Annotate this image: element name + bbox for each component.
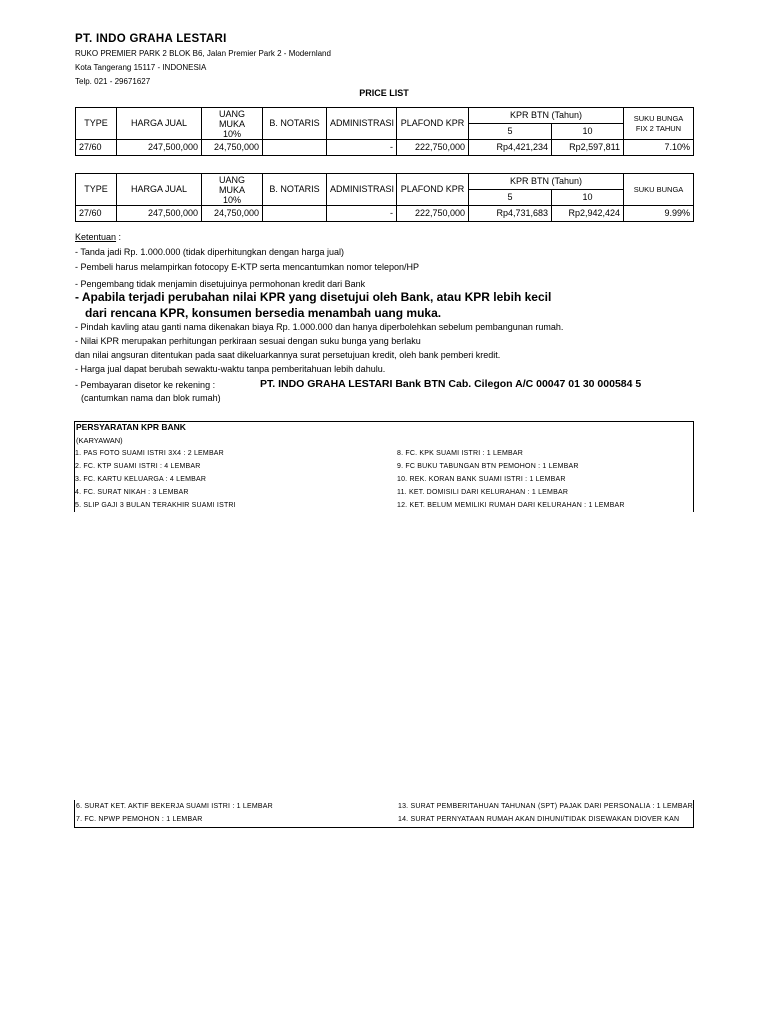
- header-plafond-kpr: PLAFOND KPR: [397, 174, 469, 206]
- header-administrasi: ADMINISTRASI: [327, 108, 397, 140]
- header-notaris: B. NOTARIS: [263, 174, 327, 206]
- header-plafond-kpr: PLAFOND KPR: [397, 108, 469, 140]
- requirement-item: 9. FC BUKU TABUNGAN BTN PEMOHON : 1 LEMBAR: [397, 463, 579, 470]
- requirement-item: 2. FC. KTP SUAMI ISTRI : 4 LEMBAR: [75, 463, 201, 470]
- company-name: PT. INDO GRAHA LESTARI: [75, 33, 227, 45]
- requirement-item: 7. FC. NPWP PEMOHON : 1 LEMBAR: [76, 816, 203, 823]
- ketentuan-line: - Nilai KPR merupakan perhitungan perkiraan sesuai dengan suku bunga yang berlaku: [75, 336, 421, 346]
- cell-suku-bunga: 9.99%: [624, 206, 694, 222]
- header-suku-bunga: [624, 108, 694, 140]
- header-harga-jual: HARGA JUAL: [117, 108, 202, 140]
- ketentuan-line: dan nilai angsuran ditentukan pada saat dikeluarkannya surat persetujuan kredit, oleh bank pemberi kredit.: [75, 350, 501, 360]
- cell-administrasi: -: [327, 140, 397, 156]
- requirement-item: 3. FC. KARTU KELUARGA : 4 LEMBAR: [75, 476, 207, 483]
- requirement-item: 11. KET. DOMISILI DARI KELURAHAN : 1 LEMBAR: [397, 489, 569, 496]
- cell-harga-jual: 247,500,000: [117, 206, 202, 222]
- header-year-5: 5: [469, 190, 552, 206]
- header-kpr-btn: KPR BTN (Tahun): [469, 108, 624, 124]
- price-table-2: [75, 173, 694, 222]
- ketentuan-emphasis: dari rencana KPR, konsumen bersedia menambah uang muka.: [85, 306, 442, 320]
- requirement-item: 13. SURAT PEMBERITAHUAN TAHUNAN (SPT) PAJAK DARI PERSONALIA : 1 LEMBAR: [398, 803, 693, 810]
- company-phone: Telp. 021 - 29671627: [75, 77, 151, 86]
- ketentuan-emphasis: - Apabila terjadi perubahan nilai KPR yang disetujui oleh Bank, atau KPR lebih kecil: [75, 290, 552, 304]
- cell-suku-bunga: 7.10%: [624, 140, 694, 156]
- ketentuan-colon: :: [116, 232, 122, 242]
- requirement-item: 5. SLIP GAJI 3 BULAN TERAKHIR SUAMI ISTRI: [75, 502, 236, 509]
- requirement-item: 8. FC. KPK SUAMI ISTRI : 1 LEMBAR: [397, 450, 524, 457]
- cell-plafond-kpr: 222,750,000: [397, 206, 469, 222]
- header-year-10: 10: [552, 190, 624, 206]
- header-kpr-btn: KPR BTN (Tahun): [469, 174, 624, 190]
- requirements-box-continued: [74, 800, 694, 828]
- cell-kpr-5: Rp4,421,234: [469, 140, 552, 156]
- header-uang-muka: [202, 108, 263, 140]
- table-row: [76, 140, 694, 156]
- price-list-title: PRICE LIST: [359, 88, 409, 98]
- header-administrasi: ADMINISTRASI: [327, 174, 397, 206]
- uang-muka-label: UANG MUKA: [218, 108, 245, 129]
- ketentuan-line: - Pengembang tidak menjamin disetujuinya permohonan kredit dari Bank: [75, 279, 366, 289]
- cell-uang-muka: 24,750,000: [202, 140, 263, 156]
- uang-muka-pct: 10%: [222, 128, 241, 139]
- header-suku-bunga: SUKU BUNGA: [624, 174, 694, 206]
- cell-kpr-10: Rp2,942,424: [552, 206, 624, 222]
- price-table-1: [75, 107, 694, 156]
- cell-type: 27/60: [76, 140, 117, 156]
- company-city: Kota Tangerang 15117 - INDONESIA: [75, 63, 207, 72]
- header-year-10: 10: [552, 124, 624, 140]
- bank-account: PT. INDO GRAHA LESTARI Bank BTN Cab. Cilegon A/C 00047 01 30 000584 5: [260, 378, 642, 390]
- ketentuan-line: (cantumkan nama dan blok rumah): [81, 393, 221, 403]
- uang-muka-pct: 10%: [222, 194, 241, 205]
- ketentuan-line: - Pembayaran disetor ke rekening :: [75, 380, 216, 390]
- cell-kpr-10: Rp2,597,811: [552, 140, 624, 156]
- cell-notaris: [263, 206, 327, 222]
- requirements-subtitle: (KARYAWAN): [76, 436, 123, 445]
- requirement-item: 4. FC. SURAT NIKAH : 3 LEMBAR: [75, 489, 189, 496]
- uang-muka-label: UANG MUKA: [218, 174, 245, 195]
- cell-type: 27/60: [76, 206, 117, 222]
- header-notaris: B. NOTARIS: [263, 108, 327, 140]
- ketentuan-line: - Pembeli harus melampirkan fotocopy E-KTP serta mencantumkan nomor telepon/HP: [75, 262, 419, 272]
- cell-plafond-kpr: 222,750,000: [397, 140, 469, 156]
- ketentuan-heading: [75, 232, 121, 242]
- table-row: [76, 206, 694, 222]
- header-harga-jual: HARGA JUAL: [117, 174, 202, 206]
- company-address: RUKO PREMIER PARK 2 BLOK B6, Jalan Premier Park 2 - Modernland: [75, 49, 331, 58]
- requirement-item: 14. SURAT PERNYATAAN RUMAH AKAN DIHUNI/TIDAK DISEWAKAN DIOVER KAN: [398, 816, 680, 823]
- cell-uang-muka: 24,750,000: [202, 206, 263, 222]
- header-year-5: 5: [469, 124, 552, 140]
- requirement-item: 12. KET. BELUM MEMILIKI RUMAH DARI KELURAHAN : 1 LEMBAR: [397, 502, 625, 509]
- ketentuan-line: - Harga jual dapat berubah sewaktu-waktu tanpa pemberitahuan lebih dahulu.: [75, 364, 386, 374]
- header-uang-muka: [202, 174, 263, 206]
- cell-administrasi: -: [327, 206, 397, 222]
- ketentuan-line: - Pindah kavling atau ganti nama dikenakan biaya Rp. 1.000.000 dan hanya diperbolehkan sebelum pembangunan rumah.: [75, 322, 564, 332]
- header-type: TYPE: [76, 108, 117, 140]
- header-type: TYPE: [76, 174, 117, 206]
- requirement-item: 1. PAS FOTO SUAMI ISTRI 3X4 : 2 LEMBAR: [75, 450, 224, 457]
- requirement-item: 10. REK. KORAN BANK SUAMI ISTRI : 1 LEMBAR: [397, 476, 566, 483]
- requirement-item: 6. SURAT KET. AKTIF BEKERJA SUAMI ISTRI : 1 LEMBAR: [76, 803, 273, 810]
- cell-harga-jual: 247,500,000: [117, 140, 202, 156]
- ketentuan-title: Ketentuan: [75, 232, 117, 242]
- suku-bunga-label: SUKU BUNGA: [633, 113, 684, 123]
- cell-kpr-5: Rp4,731,683: [469, 206, 552, 222]
- suku-bunga-fix: FIX 2 TAHUN: [635, 123, 682, 133]
- ketentuan-line: - Tanda jadi Rp. 1.000.000 (tidak diperhitungkan dengan harga jual): [75, 247, 345, 257]
- cell-notaris: [263, 140, 327, 156]
- requirements-title: PERSYARATAN KPR BANK: [76, 422, 186, 432]
